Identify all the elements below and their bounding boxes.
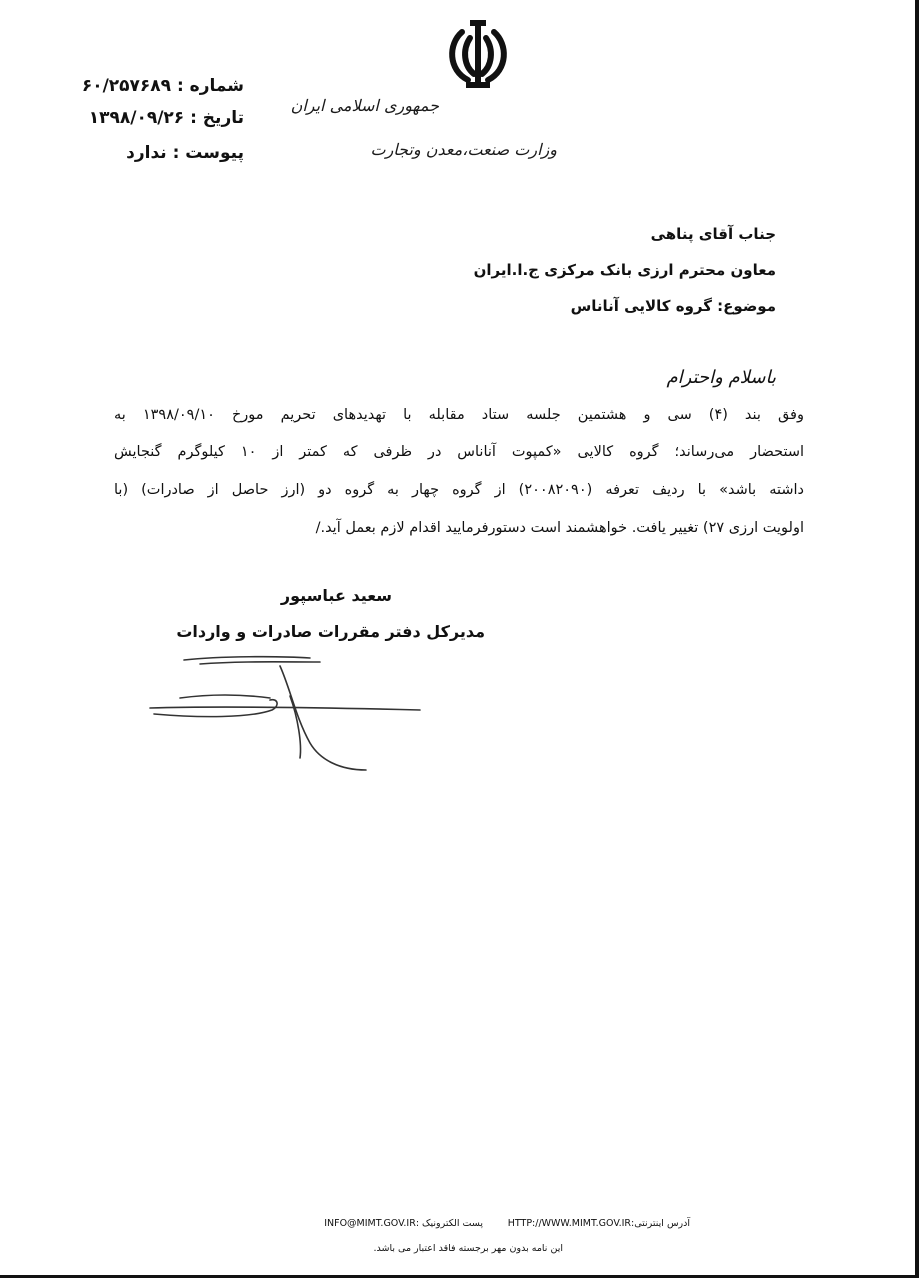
greeting: باسلام واحترام (666, 367, 776, 388)
letter-number: شماره : ۶۰/۲۵۷۶۸۹ (81, 76, 244, 96)
government-name: جمهوری اسلامی ایران (290, 96, 439, 115)
footer-validity-note: این نامه بدون مهر برجسته فاقد اعتبار می باشد. (373, 1243, 563, 1254)
body-line-1: وفق بند (۴) سی و هشتمین جلسه ستاد مقابله با تهدیدهای تحریم مورخ ۱۳۹۸/۰۹/۱۰ به (114, 407, 804, 423)
recipient-name: جناب آقای پناهی (650, 225, 776, 243)
signer-name: سعید عباسپور (280, 586, 392, 605)
body-line-3: داشته باشد» با ردیف تعرفه (۲۰۰۸۲۰۹۰) از گروه چهار به گروه دو (ارز حاصل از صادرات) (با (114, 482, 804, 498)
body-line-2: استحضار می‌رساند؛ گروه کالایی «کمپوت آناناس در ظرفی که کمتر از ۱۰ کیلوگرم گنجایش (114, 444, 804, 460)
body-line-4: اولویت ارزی ۲۷) تغییر یافت. خواهشمند است دستورفرمایید اقدام لازم بعمل آید./ (315, 520, 804, 536)
iran-emblem-icon (440, 18, 516, 94)
handwritten-signature (140, 648, 430, 778)
letter-date: تاریخ : ۱۳۹۸/۰۹/۲۶ (88, 108, 244, 128)
letter-attachment: پیوست : ندارد (126, 143, 244, 163)
footer-website: آدرس اینترنتی:HTTP://WWW.MIMT.GOV.IR (507, 1218, 690, 1229)
ministry-name: وزارت صنعت،معدن وتجارت (370, 140, 557, 159)
page-edge-shadow (915, 0, 919, 1278)
letter-subject: موضوع: گروه کالایی آناناس (570, 297, 776, 315)
footer-email: پست الکترونیک :INFO@MIMT.GOV.IR (324, 1218, 483, 1229)
signer-title: مدیرکل دفتر مقررات صادرات و واردات (176, 622, 485, 641)
recipient-position: معاون محترم ارزی بانک مرکزی ج.ا.ایران (473, 261, 776, 279)
